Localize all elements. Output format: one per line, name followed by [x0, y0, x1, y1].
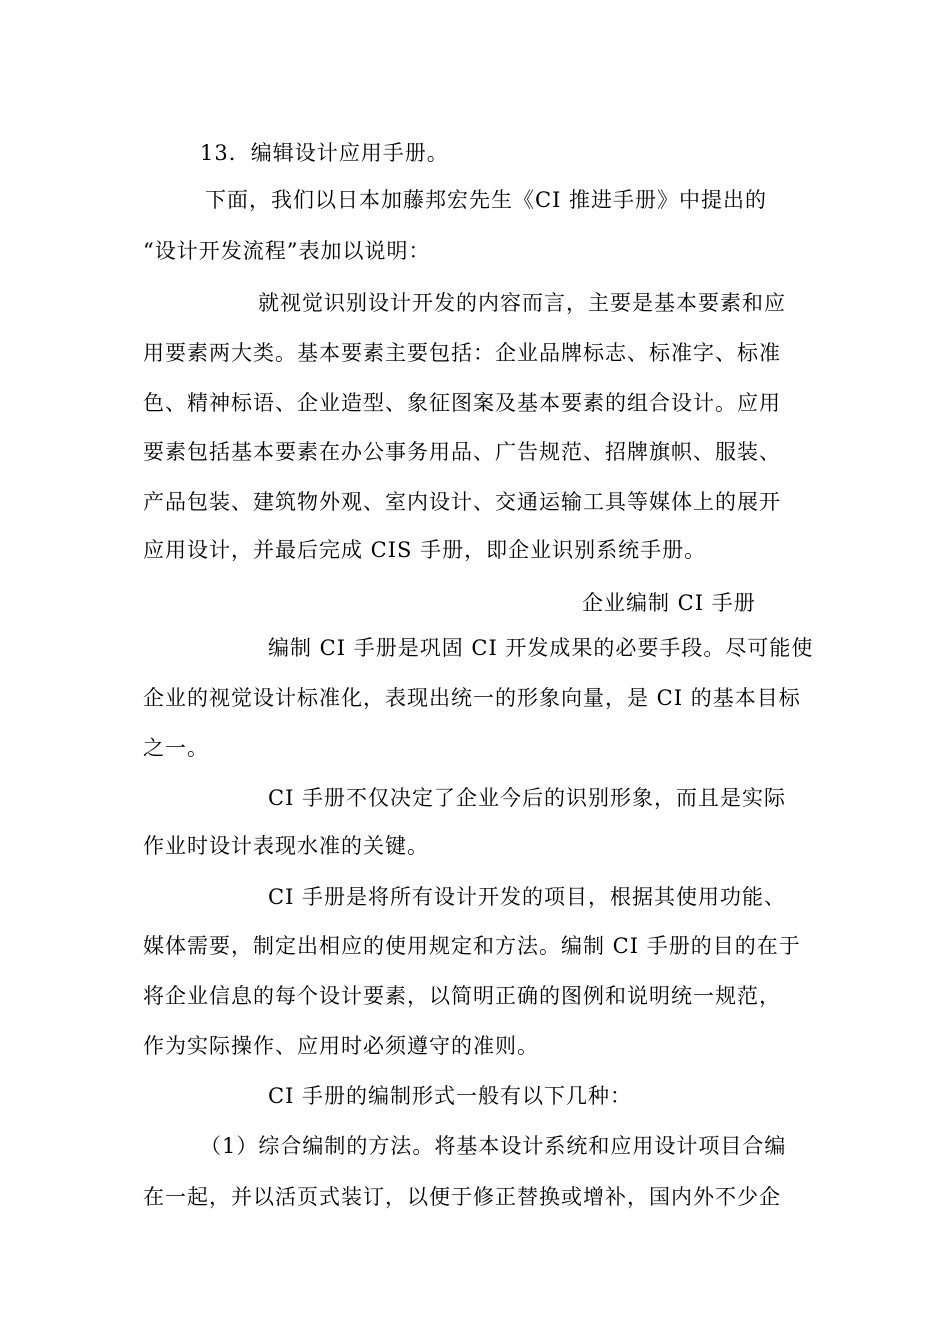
text-line-15: 作业时设计表现水准的关键。 — [143, 834, 429, 858]
text-line-18: 将企业信息的每个设计要素，以简明正确的图例和说明统一规范， — [143, 984, 781, 1008]
section-heading: 企业编制 CI 手册 — [582, 591, 756, 615]
text-line-20: CI 手册的编制形式一般有以下几种： — [268, 1084, 633, 1108]
text-line-4: 就视觉识别设计开发的内容而言，主要是基本要素和应 — [258, 291, 786, 315]
text-line-5: 用要素两大类。基本要素主要包括：企业品牌标志、标准字、标准 — [143, 341, 781, 365]
text-line-2: 下面，我们以日本加藤邦宏先生《CI 推进手册》中提出的 — [205, 188, 768, 212]
text-line-13: 之一。 — [143, 736, 209, 760]
text-line-21: （1）综合编制的方法。将基本设计系统和应用设计项目合编 — [200, 1134, 787, 1158]
text-line-8: 产品包装、建筑物外观、室内设计、交通运输工具等媒体上的展开 — [143, 490, 781, 514]
text-line-22: 在一起，并以活页式装订，以便于修正替换或增补，国内外不少企 — [143, 1185, 781, 1209]
text-line-6: 色、精神标语、企业造型、象征图案及基本要素的组合设计。应用 — [143, 391, 781, 415]
text-line-9: 应用设计，并最后完成 CIS 手册，即企业识别系统手册。 — [143, 538, 707, 562]
text-line-1: 13．编辑设计应用手册。 — [200, 141, 449, 165]
text-line-7: 要素包括基本要素在办公事务用品、广告规范、招牌旗帜、服装、 — [143, 440, 781, 464]
text-line-3: “设计开发流程”表加以说明： — [143, 239, 431, 263]
text-line-11: 编制 CI 手册是巩固 CI 开发成果的必要手段。尽可能使 — [268, 636, 814, 660]
text-line-17: 媒体需要，制定出相应的使用规定和方法。编制 CI 手册的目的在于 — [143, 934, 801, 958]
text-line-19: 作为实际操作、应用时必须遵守的准则。 — [143, 1034, 539, 1058]
text-line-12: 企业的视觉设计标准化，表现出统一的形象向量，是 CI 的基本目标 — [143, 686, 801, 710]
text-line-14: CI 手册不仅决定了企业今后的识别形象，而且是实际 — [268, 786, 787, 810]
text-line-16: CI 手册是将所有设计开发的项目，根据其使用功能、 — [268, 885, 787, 909]
